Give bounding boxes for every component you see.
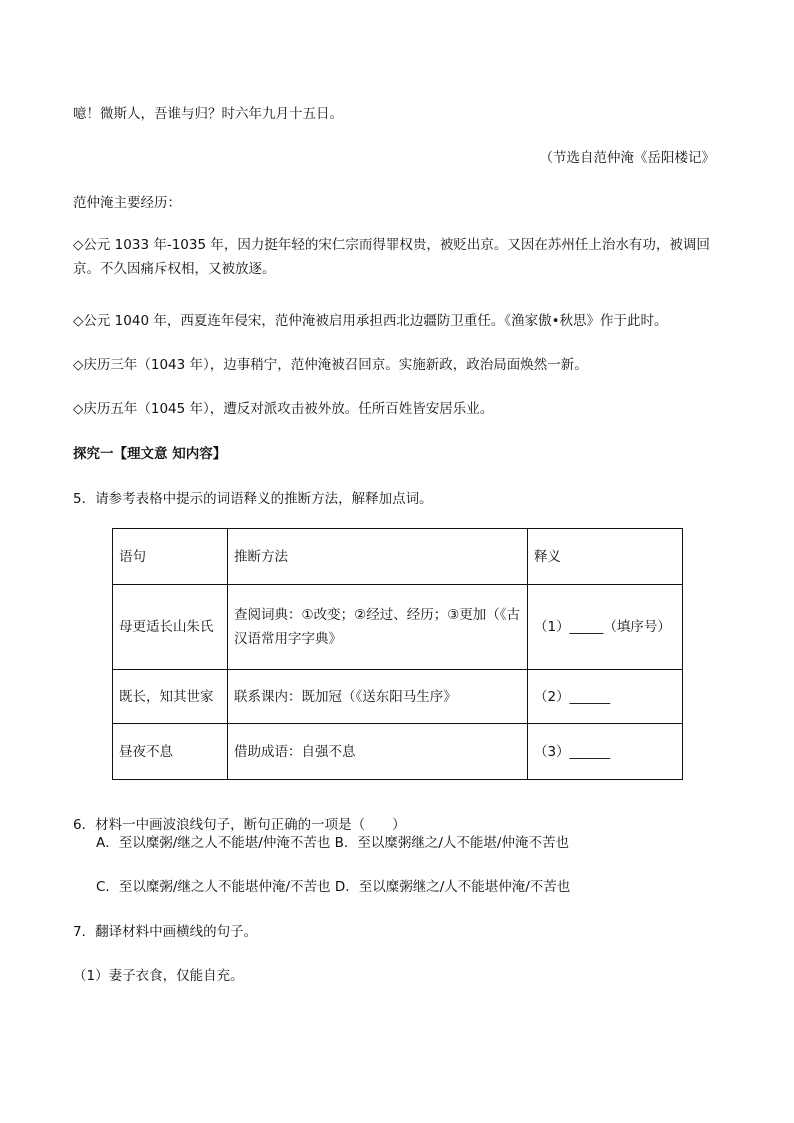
table-header-cell: 释义 [528, 529, 683, 585]
q5-prompt: 5．请参考表格中提示的词语释义的推断方法，解释加点词。 [73, 491, 433, 507]
table-header-cell: 推断方法 [228, 529, 528, 585]
table-row [113, 585, 683, 670]
table-row [113, 670, 683, 724]
table-cell-sentence: 既长，知其世家 [113, 670, 228, 724]
table-row [113, 724, 683, 780]
bio-item: ◇庆历五年（1045 年），遭反对派攻击被外放。任所百姓皆安居乐业。 [73, 401, 494, 417]
bio-item: ◇庆历三年（1043 年），边事稍宁，范仲淹被召回京。实施新政，政治局面焕然一新。 [73, 357, 588, 373]
table-cell-answer: （1）_____（填序号） [528, 585, 683, 670]
table-cell-method: 查阅词典：①改变；②经过、经历；③更加（《古汉语常用字字典》 [228, 585, 528, 670]
table-header-row [113, 529, 683, 585]
q6-prompt: 6．材料一中画波浪线句子，断句正确的一项是（ ） [73, 817, 406, 833]
q7-prompt: 7．翻译材料中画横线的句子。 [73, 924, 258, 940]
q7-sub1: （1）妻子衣食，仅能自充。 [73, 968, 244, 984]
bio-item: ◇公元 1033 年-1035 年，因力挺年轻的宋仁宗而得罪权贵，被贬出京。又因在苏州任上治水有功，被调回京。不久因痛斥权相，又被放逐。 [73, 237, 710, 277]
passage-source: （节选自范仲淹《岳阳楼记》 [539, 150, 715, 166]
table-cell-sentence: 昼夜不息 [113, 724, 228, 780]
table-cell-method: 联系课内：既加冠（《送东阳马生序》 [228, 670, 528, 724]
passage-last-line: 噫！微斯人，吾谁与归？时六年九月十五日。 [73, 106, 343, 122]
table-cell-sentence: 母更适长山朱氏 [113, 585, 228, 670]
q5-table [112, 528, 683, 780]
table-cell-answer: （2）______ [528, 670, 683, 724]
bio-item: ◇公元 1040 年，西夏连年侵宋，范仲淹被启用承担西北边疆防卫重任。《渔家傲•秋思》作于此时。 [73, 313, 668, 329]
q6-options-ab: A．至以糜粥/继之人不能堪/仲淹不苦也 B．至以糜粥继之/人不能堪/仲淹不苦也 [96, 835, 569, 851]
bio-heading: 范仲淹主要经历： [73, 195, 181, 211]
table-header-cell: 语句 [113, 529, 228, 585]
section-title: 探究一【理文意 知内容】 [73, 446, 227, 462]
table-cell-answer: （3）______ [528, 724, 683, 780]
table-cell-method: 借助成语：自强不息 [228, 724, 528, 780]
q6-options-cd: C．至以糜粥/继之人不能堪仲淹/不苦也 D．至以糜粥继之/人不能堪仲淹/不苦也 [96, 879, 571, 895]
